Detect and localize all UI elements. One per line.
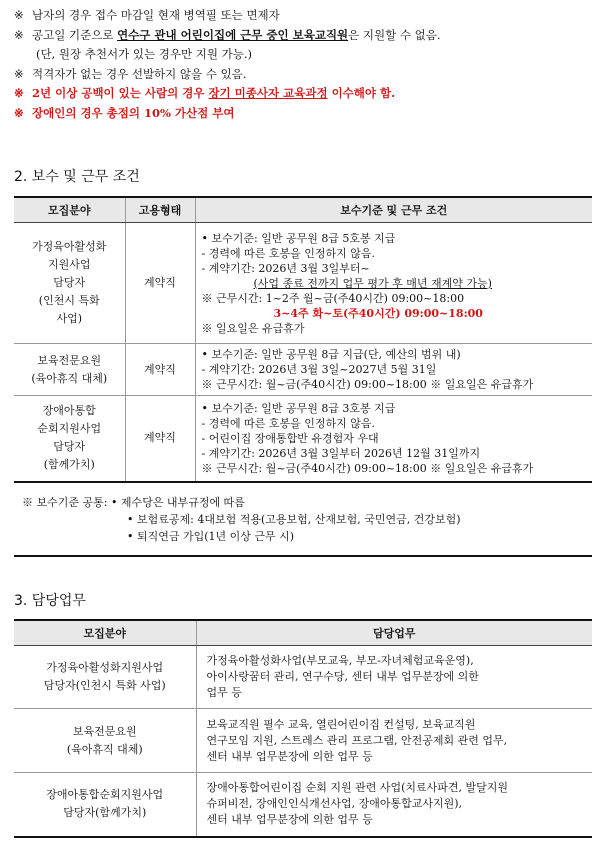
- note-long-gap: ※ 2년 이상 공백이 있는 사람의 경우 장기 미종사자 교육과정 이수해야 함.: [14, 86, 396, 100]
- salary-conditions-table: [14, 196, 592, 483]
- header-field: 모집분야: [14, 197, 125, 223]
- table-row: [14, 223, 592, 344]
- type-cell: 계약직: [125, 344, 195, 396]
- table-header-row: [14, 197, 592, 223]
- table-row: [14, 773, 592, 837]
- header-type: 고용형태: [125, 197, 195, 223]
- field-cell: 보육전문요원 (육아휴직 대체): [14, 709, 196, 773]
- duty-cell: 장애아통합어린이집 순회 지원 관련 사업(치료사파견, 발달지원 슈퍼비전, 장애인인식개선사업, 장애아통합교사지원), 센터 내부 업무분장에 의한 업무 등: [196, 773, 592, 837]
- table-row: [14, 396, 592, 482]
- conditions-cell: • 보수기준: 일반 공무원 8급 5호봉 지급 - 경력에 따른 호봉을 인정하지 않음. - 계약기간: 2026년 3월 3일부터~ (사업 종료 전까지 업무 평가 후 매년 재계약 가능) ※ 근무시간: 1~2주 월~금(주40시간) 09:00~18:00 3~4주 화~토(주40시간) 09:00~18:00 ※ 일요일은 유급휴가: [195, 223, 592, 344]
- note-disability-bonus: ※ 장애인의 경우 총점의 10% 가산점 부여: [14, 105, 235, 120]
- duty-cell: 보육교직원 필수 교육, 열린어린이집 컨설팅, 보육교직원 연구모임 지원, 스트레스 관리 프로그램, 안전공제회 관련 업무, 센터 내부 업무분장에 의한 업무 등: [196, 709, 592, 773]
- duties-table: [14, 619, 592, 838]
- note-exception: (단, 원장 추천서가 있는 경우만 지원 가능.): [36, 47, 252, 61]
- note-military: ※ 남자의 경우 접수 마감일 현재 병역필 또는 면제자: [14, 8, 280, 22]
- note-no-qualified: ※ 적격자가 없는 경우 선발하지 않을 수 있음.: [14, 66, 247, 81]
- type-cell: 계약직: [125, 223, 195, 344]
- field-cell: 장애아통합 순회지원사업 담당자 (함께가치): [14, 396, 125, 482]
- salary-common-notes: ※ 보수기준 공통: • 제수당은 내부규정에 따름 • 보험료공제: 4대보험 적용(고용보험, 산재보험, 국민연금, 건강보험) • 퇴직연금 가입(1년 이상 근무 시): [22, 496, 461, 543]
- header-field: 모집분야: [14, 620, 196, 646]
- type-cell: 계약직: [125, 396, 195, 482]
- field-cell: 가정육아활성화지원사업 담당자(인천시 특화 사업): [14, 646, 196, 709]
- header-duties: 담당업무: [196, 620, 592, 646]
- section-divider: [14, 555, 592, 557]
- table-row: [14, 344, 592, 396]
- header-conditions: 보수기준 및 근무 조건: [195, 197, 592, 223]
- section-title-salary: 2. 보수 및 근무 조건: [14, 169, 140, 185]
- section-title-duties: 3. 담당업무: [14, 593, 86, 609]
- note-current-staff: ※ 공고일 기준으로 연수구 관내 어린이집에 근무 중인 보육교직원은 지원할 수 없음.: [14, 27, 441, 42]
- table-header-row: [14, 620, 592, 646]
- conditions-cell: • 보수기준: 일반 공무원 8급 3호봉 지급 - 경력에 따른 호봉을 인정하지 않음. - 어린이집 장애통합반 유경험자 우대 - 계약기간: 2026년 3월 3일부터 2026년 12월 31일까지 ※ 근무시간: 월~금(주40시간) 09:00~18:00 ※ 일요일은 유급휴가: [195, 396, 592, 482]
- field-cell: 장애아통합순회지원사업 담당자(함께가치): [14, 773, 196, 837]
- conditions-cell: • 보수기준: 일반 공무원 8급 지급(단, 예산의 범위 내) - 계약기간: 2026년 3월 3일~2027년 5월 31일 ※ 근무시간: 월~금(주40시간) 09:00~18:00 ※ 일요일은 유급휴가: [195, 344, 592, 396]
- table-row: [14, 646, 592, 709]
- eligibility-notes: [14, 6, 594, 123]
- field-cell: 가정육아활성화 지원사업 담당자 (인천시 특화 사업): [14, 223, 125, 344]
- field-cell: 보육전문요원 (육아휴직 대체): [14, 344, 125, 396]
- duty-cell: 가정육아활성화사업(부모교육, 부모-자녀체험교육운영), 아이사랑꿈터 관리, 연구수당, 센터 내부 업무분장에 의한 업무 등: [196, 646, 592, 709]
- table-row: [14, 709, 592, 773]
